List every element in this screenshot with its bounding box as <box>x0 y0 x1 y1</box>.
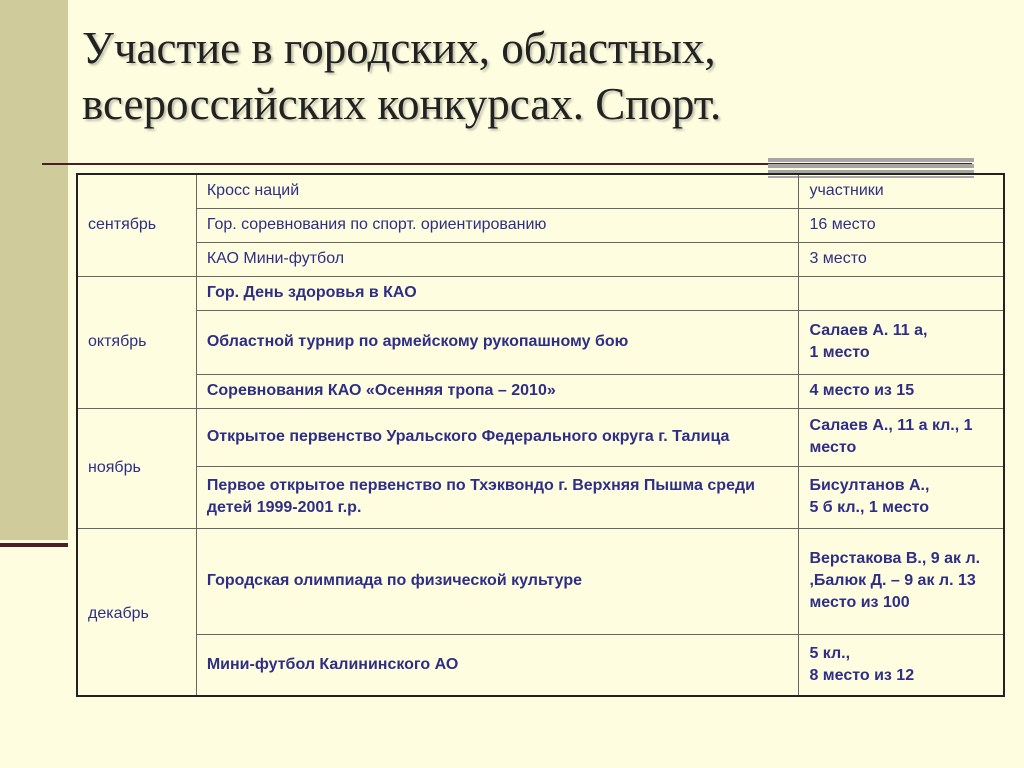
table-row <box>77 242 1004 276</box>
month-cell: ноябрь <box>77 408 196 528</box>
month-cell: декабрь <box>77 528 196 696</box>
event-cell: Кросс наций <box>196 174 799 208</box>
table-row <box>77 466 1004 528</box>
table-row <box>77 208 1004 242</box>
event-cell: Областной турнир по армейскому рукопашному бою <box>196 310 799 374</box>
event-cell: Открытое первенство Уральского Федерального округа г. Талица <box>196 408 799 466</box>
result-cell: Салаев А., 11 а кл., 1 место <box>799 408 1004 466</box>
result-cell: участники <box>799 174 1004 208</box>
table-row <box>77 374 1004 408</box>
result-cell: Верстакова В., 9 ак л. ,Балюк Д. – 9 ак л. 13 место из 100 <box>799 528 1004 634</box>
table-row <box>77 276 1004 310</box>
title-line-2: всероссийских конкурсах. Спорт. <box>82 79 722 129</box>
table-row <box>77 174 1004 208</box>
event-cell: Гор. соревнования по спорт. ориентированию <box>196 208 799 242</box>
sports-results-table <box>76 173 1005 697</box>
table-row <box>77 310 1004 374</box>
table-row <box>77 528 1004 634</box>
result-cell: Салаев А. 11 а, 1 место <box>799 310 1004 374</box>
result-cell: 16 место <box>799 208 1004 242</box>
event-cell: Соревнования КАО «Осенняя тропа – 2010» <box>196 374 799 408</box>
month-cell: октябрь <box>77 276 196 408</box>
title-line-1: Участие в городских, областных, <box>82 23 716 73</box>
result-cell: 4 место из 15 <box>799 374 1004 408</box>
event-cell: Городская олимпиада по физической культуре <box>196 528 799 634</box>
result-cell: 3 место <box>799 242 1004 276</box>
page-title <box>82 20 982 132</box>
result-cell: Бисултанов А., 5 б кл., 1 место <box>799 466 1004 528</box>
left-decor-band <box>0 0 68 540</box>
event-cell: КАО Мини-футбол <box>196 242 799 276</box>
event-cell: Первое открытое первенство по Тхэквондо г. Верхняя Пышма среди детей 1999-2001 г.р. <box>196 466 799 528</box>
event-cell: Гор. День здоровья в КАО <box>196 276 799 310</box>
result-cell: 5 кл., 8 место из 12 <box>799 634 1004 696</box>
result-cell <box>799 276 1004 310</box>
month-cell: сентябрь <box>77 174 196 276</box>
left-decor-line <box>0 543 68 547</box>
table-row <box>77 408 1004 466</box>
table-row <box>77 634 1004 696</box>
event-cell: Мини-футбол Калининского АО <box>196 634 799 696</box>
